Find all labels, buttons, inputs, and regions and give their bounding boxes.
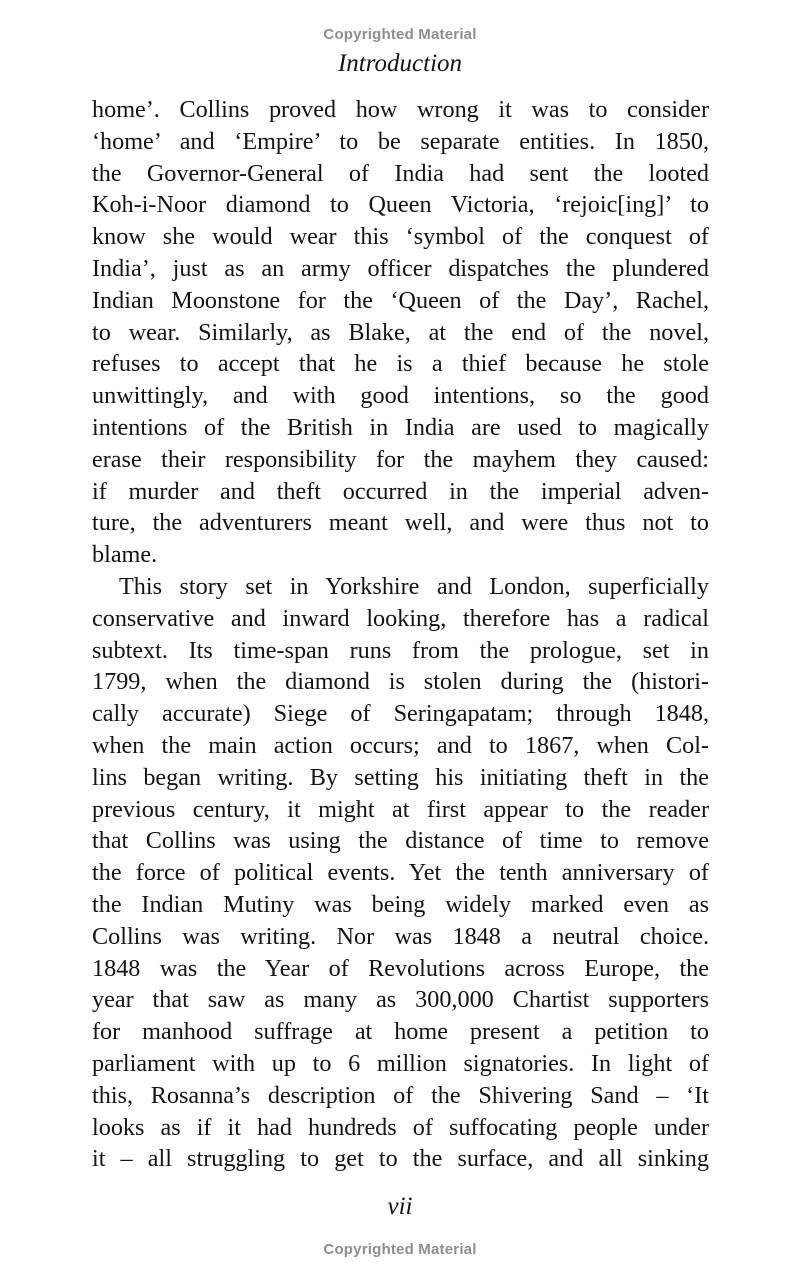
text-line: the Indian Mutiny was being widely marked even as	[92, 890, 709, 918]
text-line: Koh-i-Noor diamond to Queen Victoria, ‘rejoic[ing]’ to	[92, 191, 709, 219]
text-line: refuses to accept that he is a thief because he stole	[92, 350, 709, 378]
text-line: the force of political events. Yet the tenth anniversary of	[92, 859, 709, 887]
text-line: know she would wear this ‘symbol of the conquest of	[92, 223, 709, 251]
text-line: unwittingly, and with good intentions, so the good	[92, 382, 709, 410]
text-line: Indian Moonstone for the ‘Queen of the Day’, Rachel,	[92, 286, 709, 314]
text-line: blame.	[92, 541, 158, 569]
text-line: erase their responsibility for the mayhem they caused:	[92, 445, 709, 473]
text-line: Collins was writing. Nor was 1848 a neutral choice.	[92, 922, 709, 950]
text-line: it – all struggling to get to the surface, and all sinking	[92, 1145, 709, 1173]
text-line: This story set in Yorkshire and London, superficially	[119, 572, 709, 600]
text-line: this, Rosanna’s description of the Shivering Sand – ‘It	[92, 1081, 709, 1109]
text-line: 1799, when the diamond is stolen during the (histori-	[92, 668, 709, 696]
text-line: subtext. Its time-span runs from the prologue, set in	[92, 636, 709, 664]
text-line: ‘home’ and ‘Empire’ to be separate entities. In 1850,	[92, 127, 709, 155]
text-line: when the main action occurs; and to 1867, when Col-	[92, 731, 709, 759]
text-line: ture, the adventurers meant well, and were thus not to	[92, 509, 709, 537]
text-line: for manhood suffrage at home present a petition to	[92, 1018, 709, 1046]
text-line: parliament with up to 6 million signatories. In light of	[92, 1049, 709, 1077]
text-line: cally accurate) Siege of Seringapatam; through 1848,	[92, 700, 709, 728]
text-line: to wear. Similarly, as Blake, at the end of the novel,	[92, 318, 709, 346]
text-line: 1848 was the Year of Revolutions across Europe, the	[92, 954, 709, 982]
text-line: if murder and theft occurred in the imperial adven-	[92, 477, 709, 505]
text-line: India’, just as an army officer dispatches the plundered	[92, 254, 709, 282]
text-line: intentions of the British in India are used to magically	[92, 413, 709, 441]
running-head: Introduction	[337, 50, 463, 77]
body-text	[92, 94, 709, 1175]
text-line: conservative and inward looking, therefore has a radical	[92, 604, 709, 632]
watermark-top: Copyrighted Material	[323, 26, 477, 43]
text-line: the Governor-General of India had sent the looted	[92, 159, 709, 187]
text-line: home’. Collins proved how wrong it was to consider	[92, 96, 709, 123]
watermark-bottom: Copyrighted Material	[323, 1241, 477, 1258]
text-line: previous century, it might at first appear to the reader	[92, 795, 709, 823]
text-line: year that saw as many as 300,000 Chartist supporters	[92, 986, 709, 1014]
text-line: that Collins was using the distance of time to remove	[92, 827, 709, 855]
text-line: looks as if it had hundreds of suffocating people under	[92, 1113, 709, 1141]
text-line: lins began writing. By setting his initiating theft in the	[92, 763, 709, 791]
page-number: vii	[387, 1193, 413, 1220]
